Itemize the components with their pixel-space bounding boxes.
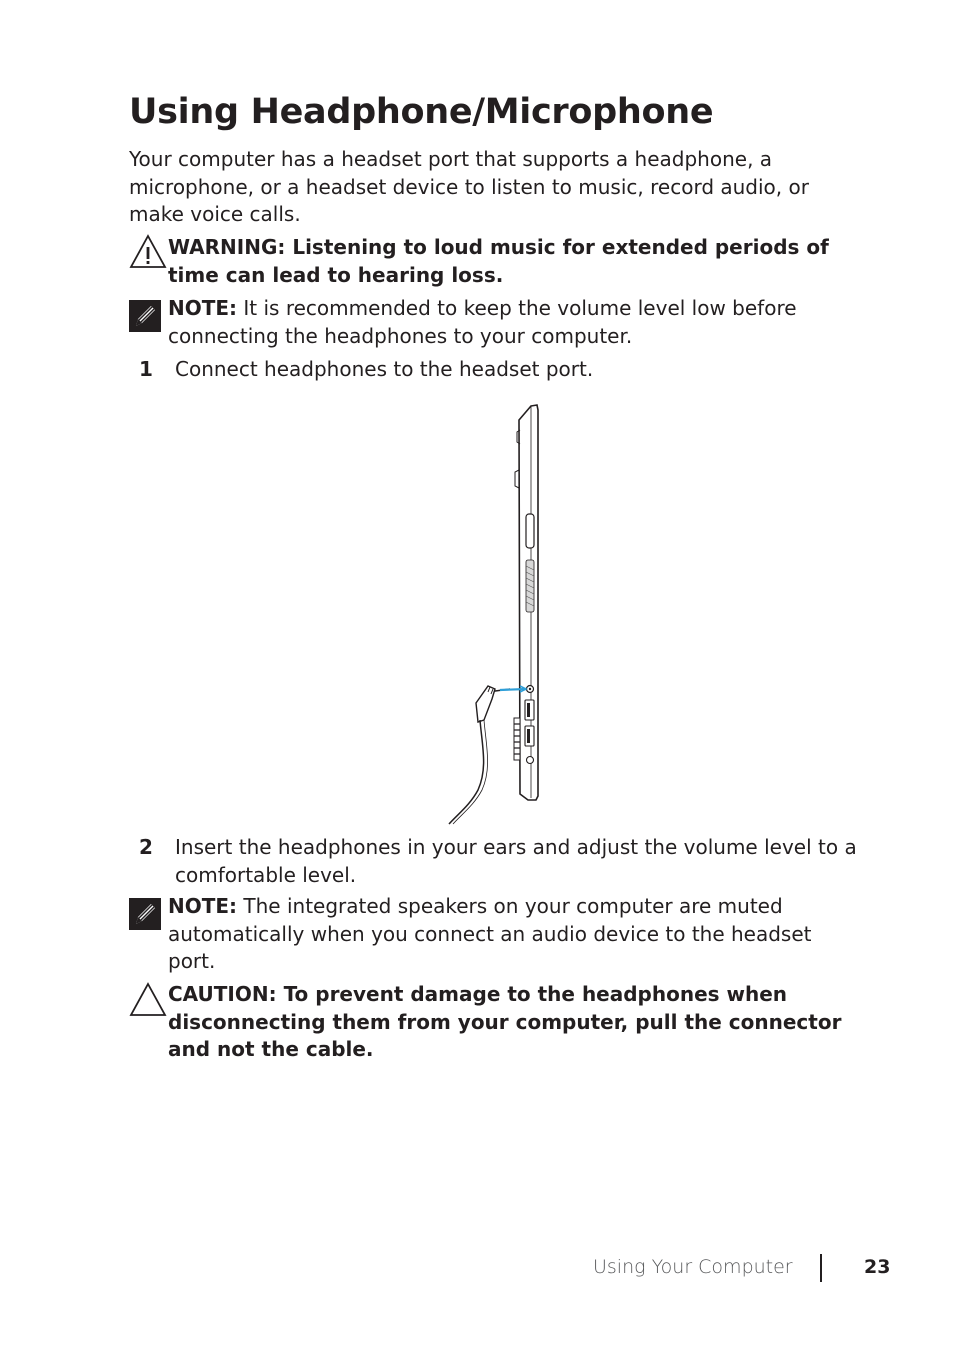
footer-section-title: Using Your Computer [593,1256,793,1278]
warning-notice [129,234,859,289]
step-item-1 [139,356,859,384]
note-text-1 [168,295,859,350]
intro-paragraph: Your computer has a headset port that supports a headphone, a microphone, or a headset device to listen to music, record audio, or make voice calls. [129,147,809,226]
note-notice-1 [129,295,859,350]
step-number: 1 [139,357,153,381]
caution-text: CAUTION: To prevent damage to the headphones when disconnecting them from your computer, pull the connector and not the cable. [168,982,842,1061]
step-item-2 [139,834,859,889]
note-notice-2 [129,893,859,976]
note-pencil-icon [129,898,161,934]
page-number: 23 [864,1256,891,1278]
headphone-connection-illustration [440,400,550,832]
note-text-2 [168,893,859,976]
page-title: Using Headphone/Microphone [129,92,714,132]
note-body: It is recommended to keep the volume level low before connecting the headphones to your computer. [168,296,797,348]
note-label: NOTE: [168,296,238,320]
note-body: The integrated speakers on your computer are muted automatically when you connect an audio device to the headset port. [168,894,812,973]
caution-triangle-icon [129,981,167,1021]
step-text: Insert the headphones in your ears and adjust the volume level to a comfortable level. [175,835,857,887]
note-label: NOTE: [168,894,238,918]
footer-divider [820,1254,822,1282]
note-pencil-icon [129,300,161,336]
warning-triangle-icon [129,234,167,274]
warning-text: WARNING: Listening to loud music for extended periods of time can lead to hearing loss. [168,235,829,287]
caution-notice [129,981,859,1064]
step-number: 2 [139,835,153,859]
step-text: Connect headphones to the headset port. [175,357,594,381]
